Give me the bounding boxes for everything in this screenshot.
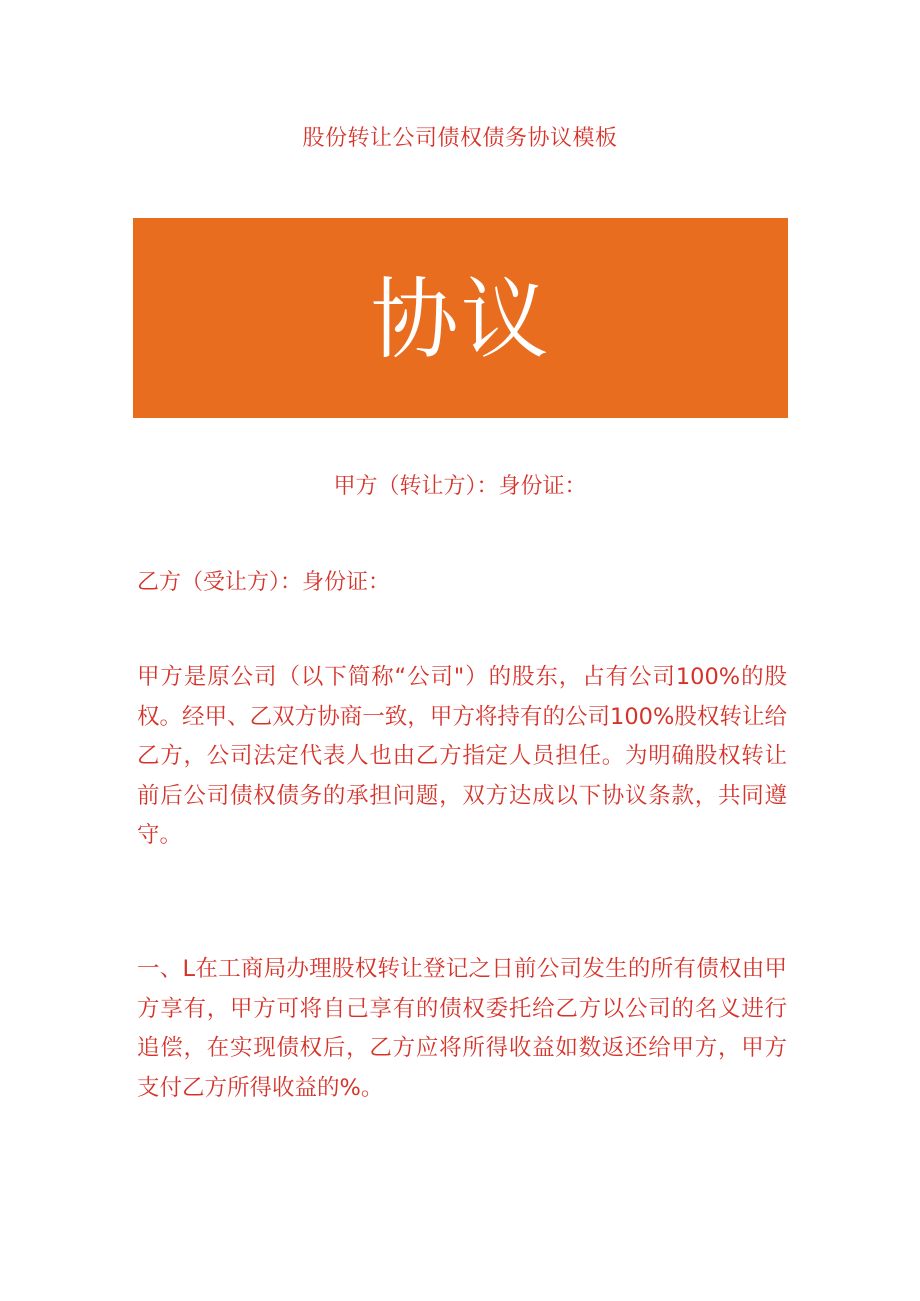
intro-paragraph: 甲方是原公司（以下简称“公司"）的股东，占有公司100%的股权。经甲、乙双方协商一致，甲方将持有的公司100%股权转让给乙方，公司法定代表人也由乙方指定人员担任。为明确股权转让前后公司债权债务的承担问题，双方达成以下协议条款，共同遵守。 — [137, 664, 787, 848]
party-b-line: 乙方（受让方）：身份证： — [137, 570, 391, 595]
banner-title: 协议 — [370, 268, 551, 371]
agreement-banner — [133, 218, 788, 418]
clause-1-paragraph: 一、L在工商局办理股权转让登记之日前公司发生的所有债权由甲方享有，甲方可将自己享有的债权委托给乙方以公司的名义进行追偿，在实现债权后，乙方应将所得收益如数返还给甲方，甲方支付乙方所得收益的%。 — [137, 956, 787, 1101]
party-a-line: 甲方（转让方）：身份证： — [333, 474, 587, 499]
document-title: 股份转让公司债权债务协议模板 — [302, 126, 618, 151]
